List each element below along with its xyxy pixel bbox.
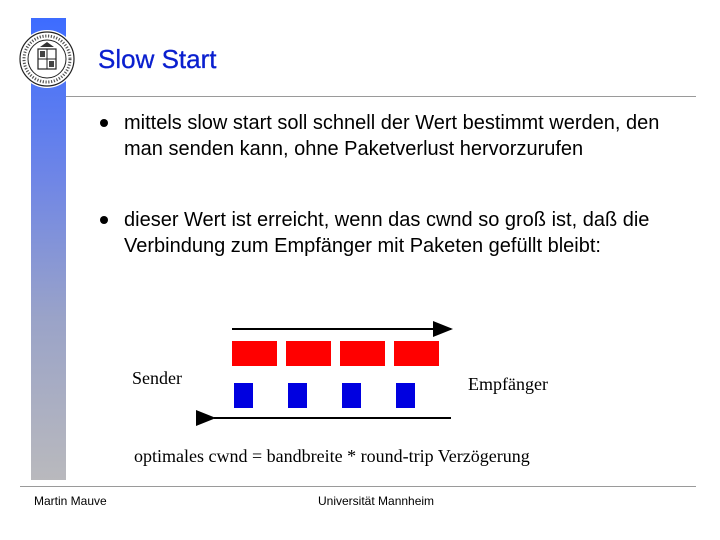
ack-packet [234,383,253,408]
ack-packet [396,383,415,408]
ack-packet-row [234,383,415,408]
sender-label: Sender [132,368,182,388]
ack-packet [342,383,361,408]
data-packet [394,341,439,366]
bullet-text: dieser Wert ist erreicht, wenn das cwnd so groß ist, daß die Verbindung zum Empfänger mit Paketen gefüllt bleibt: [124,209,650,257]
footer-institution: Universität Mannheim [318,494,435,508]
footer-author: Martin Mauve [34,494,107,508]
bullet-text: mittels slow start soll schnell der Wert bestimmt werden, den man senden kann, ohne Paketverlust hervorzurufen [124,112,660,160]
ack-packet [288,383,307,408]
slide-title: Slow Start [98,44,217,74]
data-packet-row [232,341,439,366]
data-packet [286,341,331,366]
formula-caption: optimales cwnd = bandbreite * round-trip Verzögerung [134,446,530,466]
receiver-label: Empfänger [468,374,548,394]
data-packet [340,341,385,366]
footer-divider [20,486,696,487]
data-packet [232,341,277,366]
